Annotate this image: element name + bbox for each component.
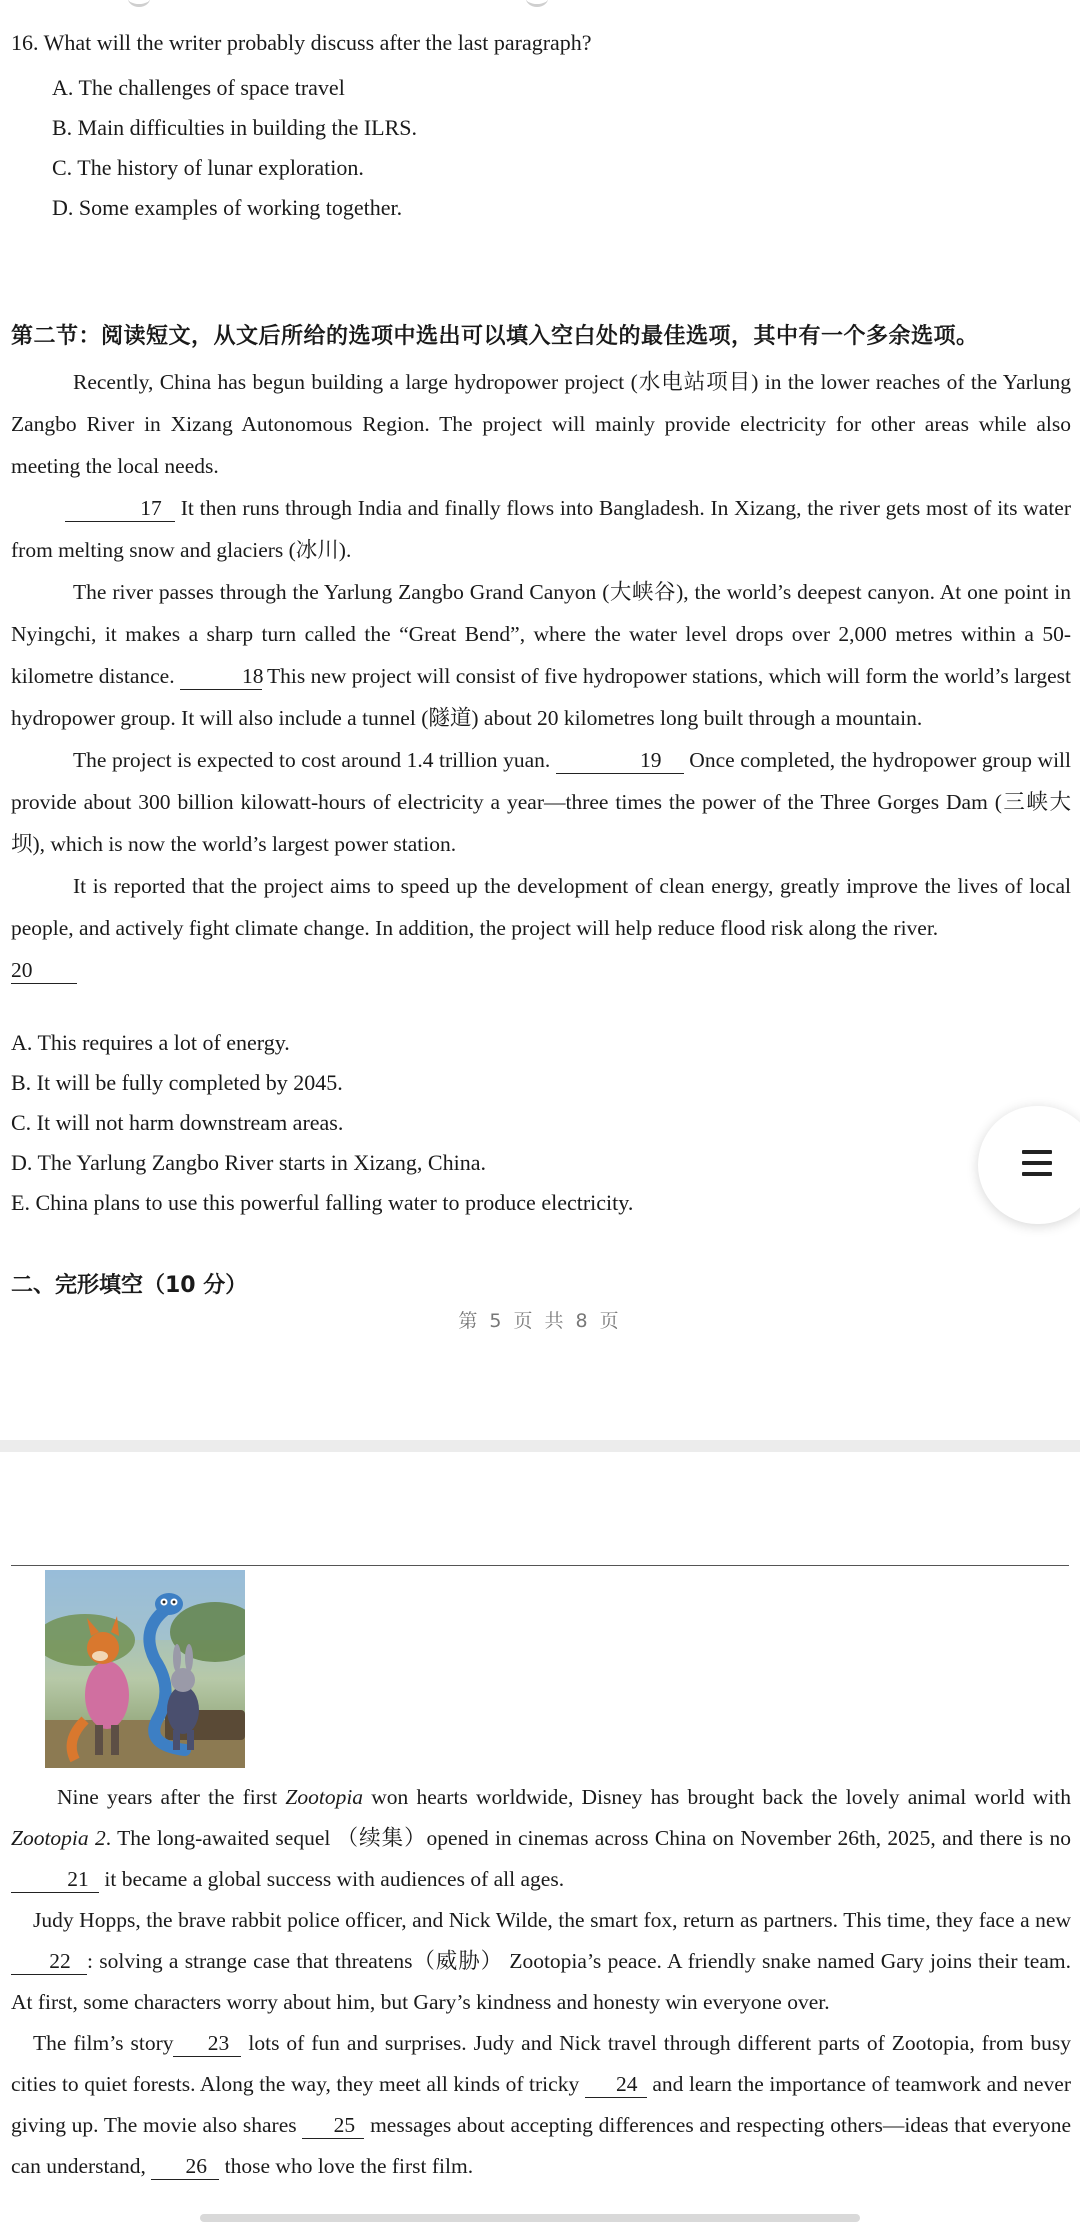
page-separator xyxy=(0,1440,1080,1452)
option-e: E. China plans to use this powerful falling water to produce electricity. xyxy=(11,1190,634,1215)
paragraph-text: Nine years after the first xyxy=(57,1785,286,1809)
film-title: Zootopia xyxy=(285,1785,364,1809)
paragraph xyxy=(11,487,1071,571)
hamburger-menu-icon xyxy=(1022,1150,1052,1183)
paragraph xyxy=(11,1777,1071,1900)
document-page-6 xyxy=(0,1452,1080,2225)
paragraph-text: This new project will consist of five hydropower stations, which will form the world’s largest hydropower group. It will also include a tunnel (隧道) about 20 kilometres long built through a mountain. xyxy=(11,664,1072,730)
paragraph-text: it became a global success with audiences of all ages. xyxy=(99,1867,565,1891)
blank-23: 23 xyxy=(173,2030,241,2057)
paragraph-text: Judy Hopps, the brave rabbit police officer, and Nick Wilde, the smart fox, return as partners. This time, they face a new xyxy=(33,1908,1071,1932)
paragraph xyxy=(11,949,1071,991)
divider xyxy=(11,1565,1069,1566)
option-d: D. Some examples of working together. xyxy=(52,195,403,220)
blank-21: 21 xyxy=(11,1866,99,1893)
paragraph-text: The river passes through the Yarlung Zangbo Grand Canyon (大峡谷), the world’s deepest canyon. At one point in Nyingchi, it makes a sharp turn called the “Great Bend”, where the water level drops over 2,000 metres within a 50-kilometre distance. xyxy=(11,580,1071,688)
answer-options xyxy=(11,1023,633,1223)
paragraph: Recently, China has begun building a large hydropower project (水电站项目) in the lower reaches of the Yarlung Zangbo River in Xizang Autonomous Region. The project will mainly provide electricity for other areas while also meeting the local needs. xyxy=(11,370,1071,478)
paragraph-text: lots of fun and surprises. Judy and Nick travel through different parts of Zootopia, from busy cities to quiet forests. Along the way, they meet all kinds of tricky xyxy=(11,2031,1071,2096)
paragraph-text: those who love the first film. xyxy=(219,2154,474,2178)
option-b: B. It will be fully completed by 2045. xyxy=(11,1070,343,1095)
question-16-stem: 16. What will the writer probably discuss after the last paragraph? xyxy=(11,30,592,55)
hydropower-passage xyxy=(11,361,1071,991)
scroll-indicator xyxy=(526,0,548,7)
paragraph-text: and learn the importance of teamwork and never giving up. The movie also shares xyxy=(11,2072,1071,2137)
film-title: Zootopia 2 xyxy=(11,1826,106,1850)
option-b: B. Main difficulties in building the ILRS. xyxy=(52,115,418,140)
blank-25: 25 xyxy=(302,2112,364,2139)
paragraph-text: The project is expected to cost around 1.4 trillion yuan. xyxy=(73,748,556,772)
paragraph-text: messages about accepting differences and respecting others—ideas that everyone can understand, xyxy=(11,2113,1071,2178)
blank-22: 22 xyxy=(11,1948,87,1975)
option-c: C. The history of lunar exploration. xyxy=(52,155,364,180)
paragraph: It is reported that the project aims to speed up the development of clean energy, greatly improve the lives of local people, and actively fight climate change. In addition, the project will help reduce flood risk along the river. xyxy=(11,874,1071,940)
option-a: A. This requires a lot of energy. xyxy=(11,1030,290,1055)
paragraph-text: It then runs through India and finally flows into Bangladesh. In Xizang, the river gets most of its water from melting snow and glaciers (冰川). xyxy=(11,496,1071,562)
option-d: D. The Yarlung Zangbo River starts in Xizang, China. xyxy=(11,1150,486,1175)
paragraph xyxy=(11,2023,1071,2187)
paragraph xyxy=(11,571,1071,739)
option-c: C. It will not harm downstream areas. xyxy=(11,1110,344,1135)
paragraph-text: . The long-awaited sequel （续集）opened in cinemas across China on November 26th, 2025, and there is no xyxy=(105,1826,1072,1850)
page-number: 第 5 页 共 8 页 xyxy=(458,1310,622,1332)
blank-19: 19 xyxy=(556,747,684,774)
blank-18: 18 xyxy=(180,663,262,690)
option-a: A. The challenges of space travel xyxy=(52,75,345,100)
zootopia-passage xyxy=(11,1777,1071,2187)
movie-still-illustration xyxy=(45,1570,245,1768)
blank-24: 24 xyxy=(585,2071,647,2098)
section-heading: 第二节：阅读短文，从文后所给的选项中选出可以填入空白处的最佳选项，其中有一个多余选项。 xyxy=(11,324,979,349)
home-indicator xyxy=(200,2214,860,2222)
paragraph xyxy=(11,1900,1071,2023)
paragraph-text: : solving a strange case that threatens（威胁） Zootopia’s peace. A friendly snake named Gary joins their team. At first, some characters worry about him, but Gary’s kindness and honesty win everyone over. xyxy=(11,1949,1071,2014)
paragraph-text: The film’s story xyxy=(33,2031,174,2055)
paragraph-text: Once completed, the hydropower group will provide about 300 billion kilowatt-hours of electricity a year—three times the power of the Three Gorges Dam (三峡大坝), which is now the world’s largest power station. xyxy=(11,748,1072,856)
blank-26: 26 xyxy=(151,2153,219,2180)
blank-20: 20 xyxy=(11,957,77,984)
part-heading: 二、完形填空（10 分） xyxy=(11,1273,248,1298)
scroll-indicator xyxy=(128,0,150,7)
zootopia-image xyxy=(45,1570,245,1768)
blank-17: 17 xyxy=(65,495,175,522)
paragraph-text: won hearts worldwide, Disney has brought back the lovely animal world with xyxy=(363,1785,1072,1809)
question-16-options xyxy=(52,68,417,228)
paragraph xyxy=(11,739,1071,865)
